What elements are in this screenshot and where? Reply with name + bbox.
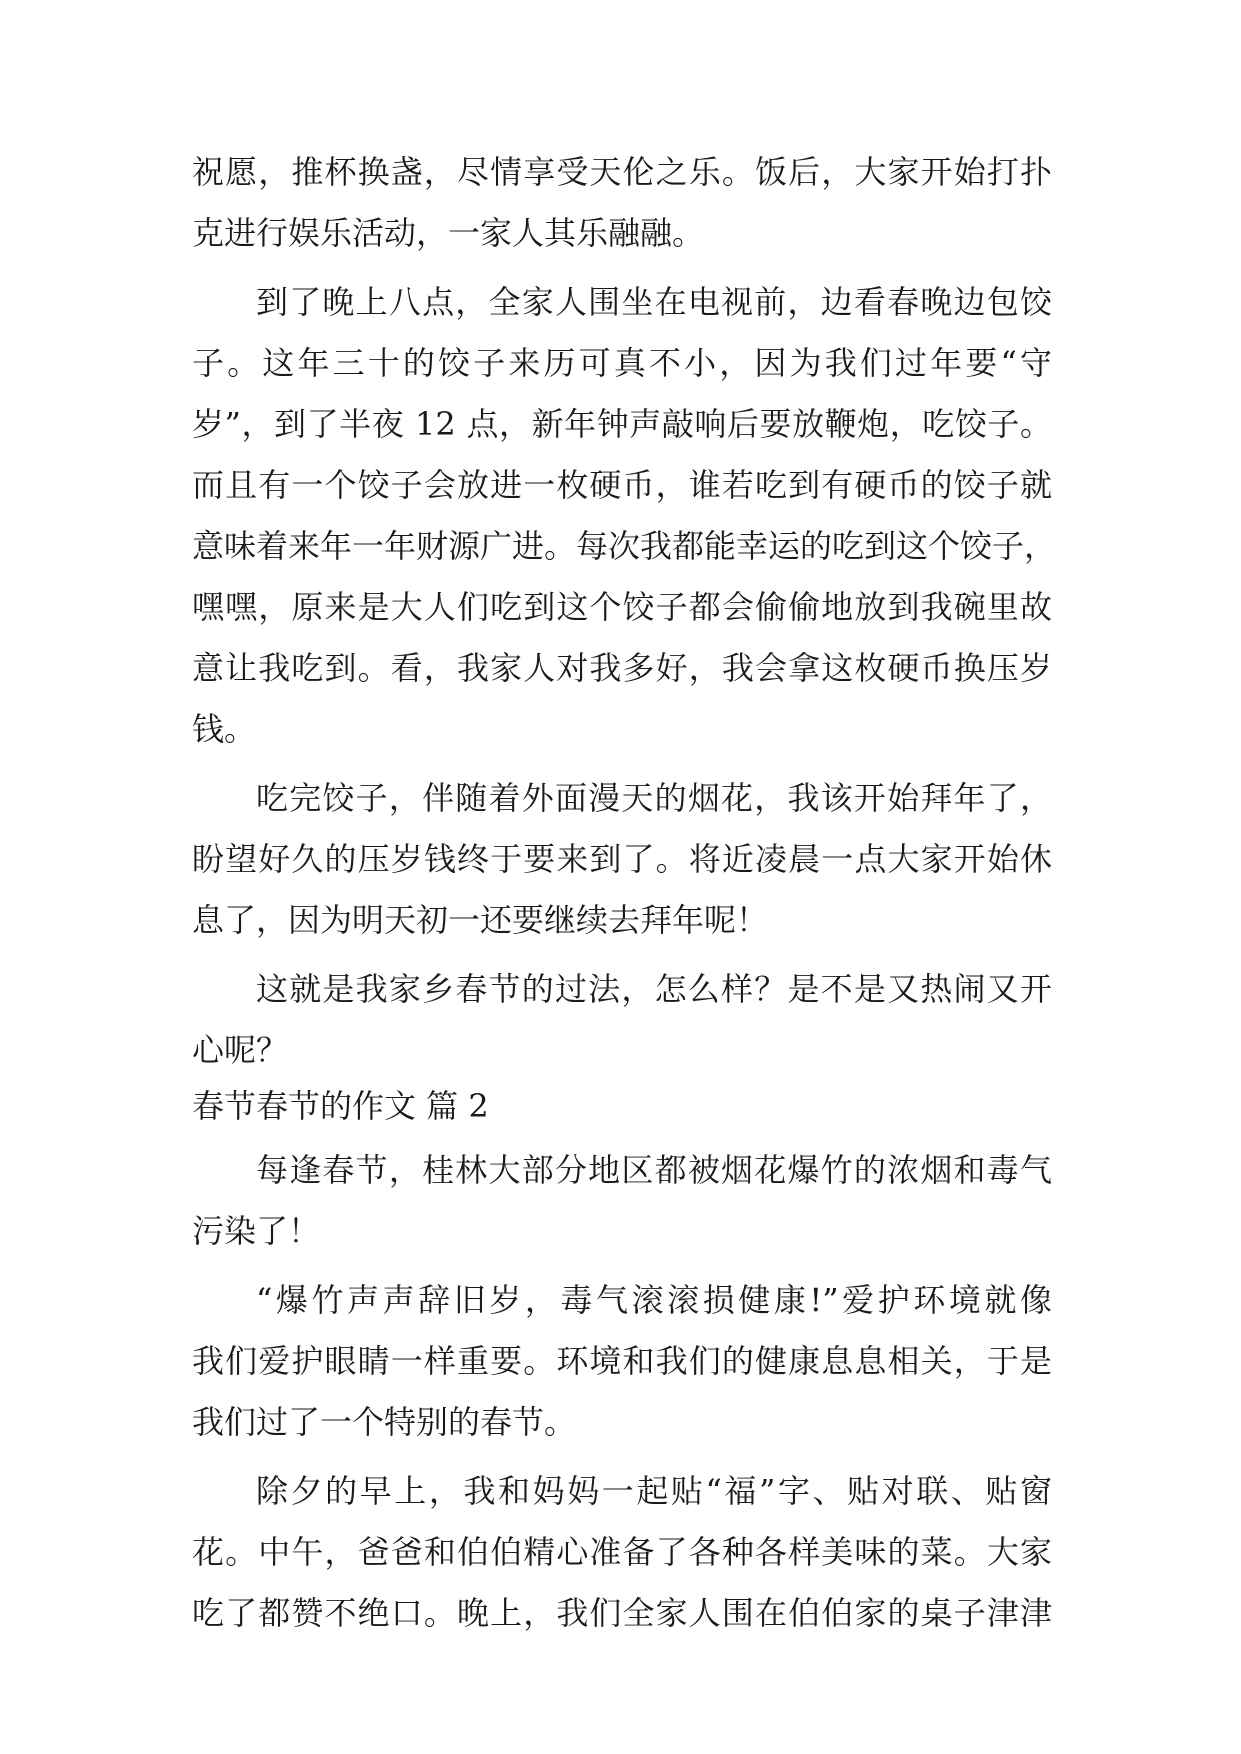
text-line: 岁”，到了半夜 12 点，新年钟声敲响后要放鞭炮，吃饺子。 (192, 405, 1052, 443)
text-line: 祝愿，推杯换盏，尽情享受天伦之乐。饭后，大家开始打扑 (192, 153, 1052, 191)
text-line: 意让我吃到。看，我家人对我多好，我会拿这枚硬币换压岁 (192, 649, 1052, 687)
section-heading: 春节春节的作文 篇 2 (192, 1087, 489, 1125)
text-line: 我们过了一个特别的春节。 (192, 1403, 577, 1441)
text-line: 盼望好久的压岁钱终于要来到了。将近凌晨一点大家开始休 (192, 840, 1052, 878)
text-line: 钱。 (192, 710, 257, 748)
text-line: 心呢？ (192, 1031, 289, 1069)
text-line: 污染了！ (192, 1212, 321, 1250)
text-line: 花。中午，爸爸和伯伯精心准备了各种各样美味的菜。大家 (192, 1533, 1052, 1571)
paragraph-first-line: 除夕的早上，我和妈妈一起贴“福”字、贴对联、贴窗 (256, 1472, 1052, 1510)
text-line: 而且有一个饺子会放进一枚硬币，谁若吃到有硬币的饺子就 (192, 466, 1052, 504)
paragraph-first-line: 每逢春节，桂林大部分地区都被烟花爆竹的浓烟和毒气 (256, 1151, 1052, 1189)
text-line: 嘿嘿，原来是大人们吃到这个饺子都会偷偷地放到我碗里故 (192, 588, 1052, 626)
text-line: 意味着来年一年财源广进。每次我都能幸运的吃到这个饺子， (192, 527, 1057, 565)
paragraph-first-line: 这就是我家乡春节的过法，怎么样？是不是又热闹又开 (256, 970, 1052, 1008)
paragraph-first-line: “爆竹声声辞旧岁，毒气滚滚损健康!”爱护环境就像 (256, 1281, 1052, 1319)
text-line: 我们爱护眼睛一样重要。环境和我们的健康息息相关，于是 (192, 1342, 1052, 1380)
text-line: 子。这年三十的饺子来历可真不小，因为我们过年要“守 (192, 344, 1052, 382)
paragraph-first-line: 到了晚上八点，全家人围坐在电视前，边看春晚边包饺 (256, 283, 1052, 321)
text-line: 克进行娱乐活动，一家人其乐融融。 (192, 214, 705, 252)
text-line: 息了，因为明天初一还要继续去拜年呢！ (192, 901, 769, 939)
text-line: 吃了都赞不绝口。晚上，我们全家人围在伯伯家的桌子津津 (192, 1594, 1052, 1632)
paragraph-first-line: 吃完饺子，伴随着外面漫天的烟花，我该开始拜年了， (256, 779, 1052, 817)
